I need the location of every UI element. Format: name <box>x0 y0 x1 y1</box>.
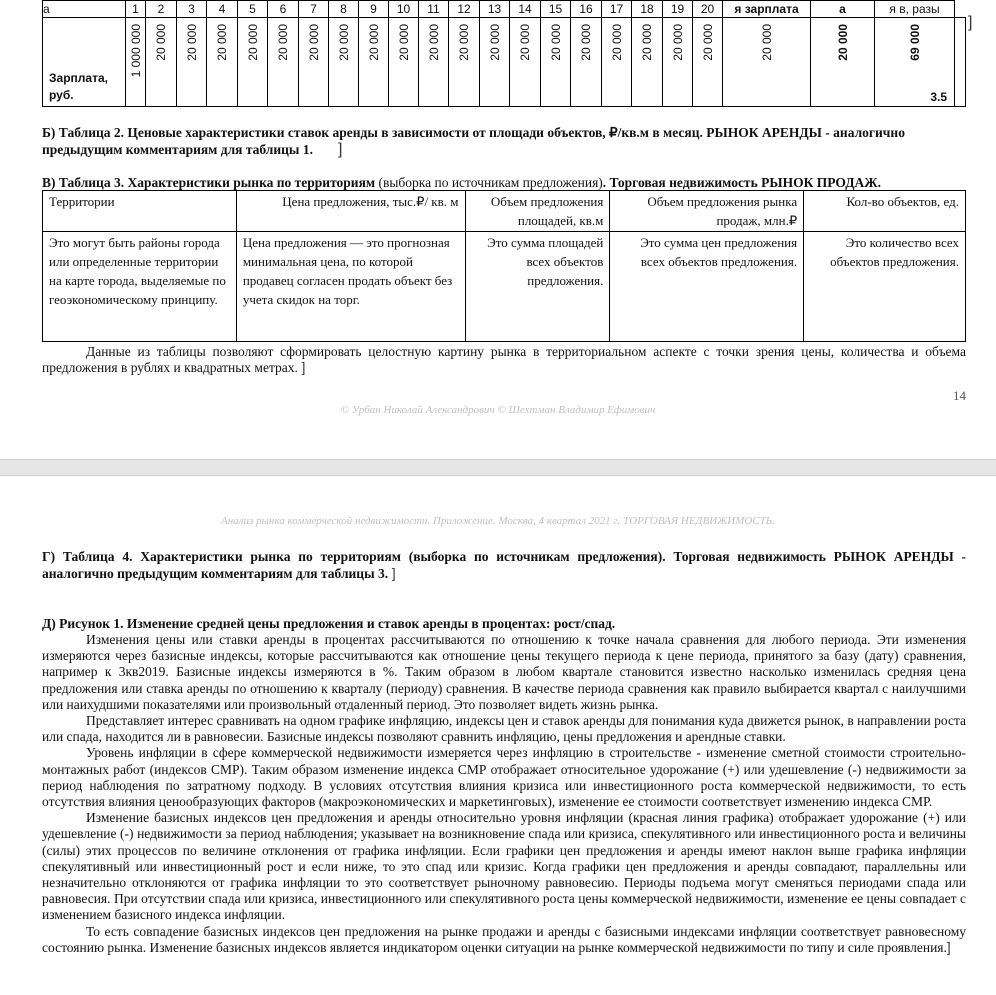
salary-header-cell: 19 <box>663 1 693 18</box>
table-3-summary-paragraph: Данные из таблицы позволяют сформировать целостную картину рынка в территориальном аспекте с точки зрения цены, количества и объема предложения в рублях и квадратных метрах. ] <box>42 344 966 376</box>
salary-value: 1 000 000 <box>128 24 143 78</box>
salary-header-cell: 11 <box>419 1 449 18</box>
salary-header-row <box>43 1 966 18</box>
salary-average-value: 69 000 <box>907 24 922 61</box>
table-3-cell: Это количество всех объектов предложения. <box>804 232 966 342</box>
table-3-cell: Это сумма цен предложения всех объектов предложения. <box>610 232 804 342</box>
salary-ratio-cell <box>930 18 966 107</box>
copyright-footer: © Урбан Николай Александрович © Шехтман Владимир Ефимович <box>340 404 656 416</box>
running-header: Анализ рынка коммерческой недвижимости. Приложение. Москва, 4 квартал 2021 г. ТОРГОВАЯ НЕДВИЖИМОСТЬ. <box>220 515 776 527</box>
salary-row-label-cell <box>43 18 126 107</box>
salary-value-cell <box>541 18 571 107</box>
section-g-heading: Г) Таблица 4. Характеристики рынка по территориям (выборка по источникам предложения). Торговая недвижимость РЫНОК АРЕНДЫ - аналогично предыдущим комментариям для таблицы 3. ] <box>42 549 966 581</box>
salary-value: 20 000 <box>366 24 381 61</box>
table-3-header-row <box>43 191 966 232</box>
salary-value-cell <box>602 18 632 107</box>
salary-value: 20 000 <box>184 24 199 61</box>
salary-header-cell: я в, разы <box>875 1 955 18</box>
section-g-text: Г) Таблица 4. Характеристики рынка по территориям (выборка по источникам предложения). Торговая недвижимость РЫНОК АРЕНДЫ - аналогично предыдущим комментариям для таблицы 3. <box>42 549 966 581</box>
salary-value: 20 000 <box>548 24 563 61</box>
salary-header-cell: 16 <box>571 1 602 18</box>
salary-value: 20 000 <box>245 24 260 61</box>
section-v-bold-end: . Торговая недвижимость РЫНОК ПРОДАЖ. <box>602 175 882 190</box>
salary-value-cell <box>126 18 146 107</box>
edit-bracket-mark: ] <box>968 14 973 31</box>
salary-value: 20 000 <box>396 24 411 61</box>
salary-value-cell <box>632 18 663 107</box>
salary-median-value: 20 000 <box>835 24 850 61</box>
salary-value: 20 000 <box>518 24 532 61</box>
salary-value-cell <box>723 18 811 107</box>
page-break-gap <box>0 459 996 476</box>
salary-value-cell <box>146 18 177 107</box>
salary-value: 20 000 <box>700 24 715 61</box>
salary-value: 20 000 <box>154 24 168 61</box>
salary-value-cell <box>449 18 480 107</box>
salary-value: 20 000 <box>306 24 321 61</box>
body-paragraph-text: То есть совпадение базисных индексов цен предложения на рынке продажи и аренды с базисными индексами инфляции соответствует равновесному состоянию рынка. Изменение базисных индексов является индикатором оценки ситуации на рынке коммерческой недвижимости по типу и силе проявления. <box>42 923 966 955</box>
salary-header-cell: 12 <box>449 1 480 18</box>
body-text <box>42 632 966 956</box>
table-3-summary-text: Данные из таблицы позволяют сформировать целостную картину рынка в территориальном аспекте с точки зрения цены, количества и объема предложения в рублях и квадратных метрах. <box>42 344 966 376</box>
table-3-cell: Это сумма площадей всех объектов предложения. <box>465 232 610 342</box>
body-paragraph: Представляет интерес сравнивать на одном графике инфляцию, индексы цен и ставок аренды для понимания куда движется рынок, в направлении роста или спада, находится ли в равновесии. Базисные индексы позволяют сравнить инфляцию, цены предложения и арендные ставки. <box>42 713 966 745</box>
salary-value-cell <box>238 18 268 107</box>
salary-header-cell: а <box>811 1 875 18</box>
section-v-normal: (выборка по источникам предложения) <box>375 175 603 190</box>
salary-value-cell <box>389 18 419 107</box>
salary-values-row <box>43 18 966 107</box>
edit-bracket-mark: ] <box>338 141 343 158</box>
salary-value-cell <box>299 18 329 107</box>
salary-value: 20 000 <box>487 24 502 61</box>
table-3-cell: Цена предложения — это прогнозная минимальная цена, по которой продавец согласен продать объект без учета скидок на торг. <box>236 232 465 342</box>
salary-value: 20 000 <box>759 24 774 61</box>
table-3 <box>42 190 966 342</box>
salary-header-cell: 13 <box>480 1 510 18</box>
salary-value-cell <box>268 18 299 107</box>
salary-value-cell <box>480 18 510 107</box>
salary-value: 20 000 <box>640 24 654 61</box>
salary-header-cell: 1 <box>126 1 146 18</box>
table-3-row <box>43 232 966 342</box>
salary-header-cell: 8 <box>329 1 359 18</box>
section-d-heading <box>42 615 966 632</box>
salary-header-cell: 9 <box>359 1 389 18</box>
salary-table <box>42 0 966 107</box>
salary-value-cell <box>207 18 238 107</box>
salary-value-cell <box>693 18 723 107</box>
salary-header-cell: 14 <box>510 1 541 18</box>
table-3-header-cell: Объем предложения площадей, кв.м <box>465 191 610 232</box>
table-3-header-cell: Цена предложения, тыс.₽/ кв. м <box>236 191 465 232</box>
salary-value: 20 000 <box>457 24 471 61</box>
body-paragraph: Изменения цены или ставки аренды в процентах рассчитываются по отношению к точке начала сравнения для любого периода. Эти изменения измеряются через базисные индексы, которые рассчитываются как отношение цены текущего периода к цене периода, принятого за базу (дату) сравнения, например к 3кв2019. Базисные индексы измеряются в %. Таким образом в любом квартале становится известно насколько изменилась средняя цена предложения или ставка аренды по отношению к кварталу (периоду) сравнения. В качестве периода сравнения как правило выбирается квартал с наилучшими или наихудшими показателями или произвольный отдаленный период. Это позволяет видеть жизнь рынка. <box>42 632 966 712</box>
salary-header-cell: 15 <box>541 1 571 18</box>
salary-value: 20 000 <box>670 24 685 61</box>
salary-value: 20 000 <box>336 24 351 61</box>
salary-value: 20 000 <box>609 24 624 61</box>
salary-median-value-cell <box>811 18 875 107</box>
body-paragraph: Изменение базисных индексов цен предложения и аренды относительно уровня инфляции (красная линия графика) отображает удорожание (+) или удешевление (-) недвижимости за период наблюдения; указывает на возникновение спада или кризиса, спекулятивного или инвестиционного роста и величины (силы) этих процессов по величине отклонения от графика инфляции. Если графики цен предложения и аренды имеют наклон выше графика инфляции спекулятивный или инвестиционный рост и если ниже, то это спад или кризис. Когда графики цен предложения и аренды совпадают, параллельны или незначительно отклоняются от графика инфляции то это соответствует рыночному равновесию. Периоды подъема могут сменяться периодами спада или равновесия. При отсутствии спада или кризиса, инвестиционного или спекулятивного роста цены коммерческой недвижимости, изменение ее цены совпадает с изменением базисного индекса инфляции. <box>42 810 966 923</box>
salary-header-cell: 3 <box>177 1 207 18</box>
salary-value: 20 000 <box>276 24 290 61</box>
salary-header-cell: 18 <box>632 1 663 18</box>
salary-header-cell: 10 <box>389 1 419 18</box>
salary-header-cell: а <box>43 1 126 18</box>
salary-value: 20 000 <box>579 24 593 61</box>
salary-value-cell <box>329 18 359 107</box>
salary-value-cell <box>571 18 602 107</box>
salary-value-cell <box>663 18 693 107</box>
salary-value: 20 000 <box>215 24 229 61</box>
salary-header-cell: 2 <box>146 1 177 18</box>
section-b-text: Б) Таблица 2. Ценовые характеристики ставок аренды в зависимости от площади объектов, ₽/кв.м в месяц. РЫНОК АРЕНДЫ - аналогично предыдущим комментариям для таблицы 1. <box>42 125 905 157</box>
table-3-header-cell: Объем предложения рынка продаж, млн.₽ <box>610 191 804 232</box>
salary-value-cell <box>510 18 541 107</box>
table-3-header-cell: Территории <box>43 191 237 232</box>
table-3-header-cell: Кол-во объектов, ед. <box>804 191 966 232</box>
section-v-heading <box>42 174 966 191</box>
salary-value-cell <box>177 18 207 107</box>
salary-header-cell: я зарплата <box>723 1 811 18</box>
page-number: 14 <box>953 388 966 403</box>
salary-value: 20 000 <box>426 24 441 61</box>
section-v-bold-start: В) Таблица 3. Характеристики рынка по территориям <box>42 175 376 190</box>
salary-header-cell: 7 <box>299 1 329 18</box>
section-d-text: Д) Рисунок 1. Изменение средней цены предложения и ставок аренды в процентах: рост/спад. <box>42 616 616 631</box>
salary-value-cell <box>359 18 389 107</box>
salary-ratio-value: 3.5 <box>930 90 947 104</box>
salary-header-cell: 4 <box>207 1 238 18</box>
body-paragraph: Уровень инфляции в сфере коммерческой недвижимости измеряется через инфляцию в строительстве - изменение сметной стоимости строительно-монтажных работ (индексов СМР). Таким образом изменение индекса СМР отображает относительное удорожание (+) или удешевление (-) недвижимости за период наблюдения по затратному подходу. В условиях отсутствия влияния кризиса или инвестиционного роста коммерческой недвижимости, то есть отсутствия влияния ценообразующих факторов (макроэкономических и маркетинговых), изменение ее стоимости соответствует изменению индекса СМР. <box>42 745 966 810</box>
salary-header-cell: 6 <box>268 1 299 18</box>
table-3-cell: Это могут быть районы города или определенные территории на карте города, выделяемые по геоэкономическому принципу. <box>43 232 237 342</box>
salary-header-cell: 20 <box>693 1 723 18</box>
salary-row-label: Зарплата, руб. <box>49 71 108 102</box>
body-paragraph: То есть совпадение базисных индексов цен предложения на рынке продажи и аренды с базисными индексами инфляции соответствует равновесному состоянию рынка. Изменение базисных индексов является индикатором оценки ситуации на рынке коммерческой недвижимости по типу и силе проявления.] <box>42 923 966 955</box>
section-b-heading <box>42 124 966 158</box>
salary-value-cell <box>419 18 449 107</box>
salary-header-cell: 17 <box>602 1 632 18</box>
salary-header-cell: 5 <box>238 1 268 18</box>
